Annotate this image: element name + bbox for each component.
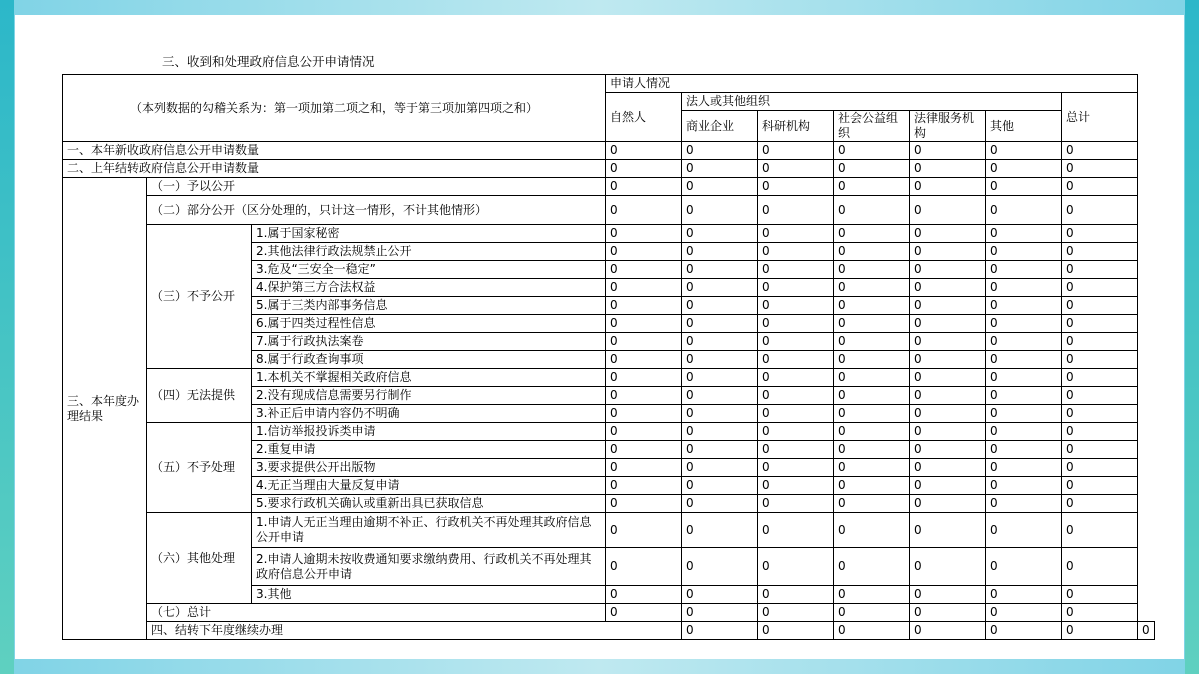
value-cell: 0 [910, 297, 986, 315]
item-label: 5.要求行政机关确认或重新出具已获取信息 [252, 495, 606, 513]
item-label: 3.其他 [252, 586, 606, 604]
row-label-next-year: 四、结转下年度继续办理 [147, 622, 682, 640]
value-cell: 0 [834, 243, 910, 261]
group-other-process: （六）其他处理 [147, 513, 252, 604]
value-cell: 0 [986, 178, 1062, 196]
value-cell: 0 [834, 604, 910, 622]
value-cell: 0 [986, 160, 1062, 178]
value-cell: 0 [758, 586, 834, 604]
value-cell: 0 [758, 142, 834, 160]
value-cell: 0 [606, 261, 682, 279]
value-cell: 0 [910, 622, 986, 640]
value-cell: 0 [834, 513, 910, 548]
value-cell: 0 [1062, 297, 1138, 315]
value-cell: 0 [1062, 351, 1138, 369]
header-business: 商业企业 [682, 111, 758, 142]
value-cell: 0 [1062, 622, 1138, 640]
value-cell: 0 [606, 297, 682, 315]
value-cell: 0 [606, 315, 682, 333]
value-cell: 0 [986, 333, 1062, 351]
value-cell: 0 [986, 243, 1062, 261]
value-cell: 0 [682, 459, 758, 477]
table-row [63, 196, 1155, 225]
value-cell: 0 [986, 622, 1062, 640]
value-cell: 0 [910, 142, 986, 160]
value-cell: 0 [986, 315, 1062, 333]
item-label: 1.申请人无正当理由逾期不补正、行政机关不再处理其政府信息公开申请 [252, 513, 606, 548]
value-cell: 0 [606, 178, 682, 196]
value-cell: 0 [758, 196, 834, 225]
value-cell: 0 [986, 423, 1062, 441]
value-cell: 0 [834, 315, 910, 333]
item-label: 2.重复申请 [252, 441, 606, 459]
value-cell: 0 [1062, 196, 1138, 225]
value-cell: 0 [682, 423, 758, 441]
value-cell: 0 [1062, 261, 1138, 279]
value-cell: 0 [682, 225, 758, 243]
header-public-welfare: 社会公益组织 [834, 111, 910, 142]
header-note: （本列数据的勾稽关系为：第一项加第二项之和，等于第三项加第四项之和） [63, 75, 606, 142]
value-cell: 0 [1062, 225, 1138, 243]
value-cell: 0 [758, 459, 834, 477]
value-cell: 0 [1062, 604, 1138, 622]
value-cell: 0 [834, 297, 910, 315]
value-cell: 0 [758, 261, 834, 279]
value-cell: 0 [758, 441, 834, 459]
right-border-decoration [1185, 0, 1199, 674]
table-row [63, 225, 1155, 243]
value-cell: 0 [986, 459, 1062, 477]
table-row [63, 513, 1155, 548]
row-label-partial: （二）部分公开（区分处理的，只计这一情形，不计其他情形） [147, 196, 606, 225]
value-cell: 0 [834, 441, 910, 459]
value-cell: 0 [910, 225, 986, 243]
value-cell: 0 [758, 243, 834, 261]
value-cell: 0 [834, 225, 910, 243]
row-label-disclose: （一）予以公开 [147, 178, 606, 196]
value-cell: 0 [910, 423, 986, 441]
value-cell: 0 [986, 387, 1062, 405]
value-cell: 0 [986, 405, 1062, 423]
value-cell: 0 [1062, 441, 1138, 459]
value-cell: 0 [1062, 423, 1138, 441]
item-label: 8.属于行政查询事项 [252, 351, 606, 369]
value-cell: 0 [1062, 548, 1138, 586]
value-cell: 0 [682, 586, 758, 604]
value-cell: 0 [606, 586, 682, 604]
header-research: 科研机构 [758, 111, 834, 142]
value-cell: 0 [910, 441, 986, 459]
row-label-carried: 二、上年结转政府信息公开申请数量 [63, 160, 606, 178]
value-cell: 0 [606, 548, 682, 586]
value-cell: 0 [1062, 477, 1138, 495]
item-label: 2.没有现成信息需要另行制作 [252, 387, 606, 405]
value-cell: 0 [758, 513, 834, 548]
header-applicant: 申请人情况 [606, 75, 1138, 93]
value-cell: 0 [606, 351, 682, 369]
value-cell: 0 [758, 622, 834, 640]
value-cell: 0 [834, 586, 910, 604]
value-cell: 0 [758, 315, 834, 333]
item-label: 4.无正当理由大量反复申请 [252, 477, 606, 495]
value-cell: 0 [682, 604, 758, 622]
value-cell: 0 [910, 315, 986, 333]
value-cell: 0 [758, 369, 834, 387]
value-cell: 0 [758, 387, 834, 405]
value-cell: 0 [834, 196, 910, 225]
item-label: 1.信访举报投诉类申请 [252, 423, 606, 441]
header-legal-service: 法律服务机构 [910, 111, 986, 142]
value-cell: 0 [606, 459, 682, 477]
value-cell: 0 [834, 261, 910, 279]
value-cell: 0 [910, 477, 986, 495]
value-cell: 0 [834, 279, 910, 297]
value-cell: 0 [910, 513, 986, 548]
value-cell: 0 [910, 405, 986, 423]
item-label: 6.属于四类过程性信息 [252, 315, 606, 333]
value-cell: 0 [834, 548, 910, 586]
value-cell: 0 [910, 369, 986, 387]
value-cell: 0 [682, 622, 758, 640]
value-cell: 0 [758, 351, 834, 369]
item-label: 2.其他法律行政法规禁止公开 [252, 243, 606, 261]
item-label: 7.属于行政执法案卷 [252, 333, 606, 351]
item-label: 2.申请人逾期未按收费通知要求缴纳费用、行政机关不再处理其政府信息公开申请 [252, 548, 606, 586]
value-cell: 0 [834, 351, 910, 369]
value-cell: 0 [1062, 495, 1138, 513]
value-cell: 0 [758, 160, 834, 178]
value-cell: 0 [910, 279, 986, 297]
value-cell: 0 [606, 441, 682, 459]
value-cell: 0 [834, 622, 910, 640]
group-unable: （四）无法提供 [147, 369, 252, 423]
value-cell: 0 [1062, 279, 1138, 297]
value-cell: 0 [834, 387, 910, 405]
value-cell: 0 [1062, 315, 1138, 333]
value-cell: 0 [1062, 459, 1138, 477]
header-other: 其他 [986, 111, 1062, 142]
value-cell: 0 [986, 513, 1062, 548]
value-cell: 0 [758, 279, 834, 297]
item-label: 3.补正后申请内容仍不明确 [252, 405, 606, 423]
item-label: 5.属于三类内部事务信息 [252, 297, 606, 315]
value-cell: 0 [682, 513, 758, 548]
value-cell: 0 [682, 333, 758, 351]
value-cell: 0 [834, 405, 910, 423]
value-cell: 0 [834, 160, 910, 178]
value-cell: 0 [986, 604, 1062, 622]
value-cell: 0 [606, 142, 682, 160]
value-cell: 0 [986, 477, 1062, 495]
table-row [63, 142, 1155, 160]
value-cell: 0 [986, 495, 1062, 513]
value-cell: 0 [606, 196, 682, 225]
value-cell: 0 [986, 441, 1062, 459]
value-cell: 0 [986, 586, 1062, 604]
table-row [63, 622, 1155, 640]
value-cell: 0 [606, 423, 682, 441]
value-cell: 0 [910, 261, 986, 279]
value-cell: 0 [682, 387, 758, 405]
row-label-result: 三、本年度办理结果 [63, 178, 147, 640]
section-heading: 三、收到和处理政府信息公开申请情况 [162, 54, 375, 69]
value-cell: 0 [834, 178, 910, 196]
value-cell: 0 [682, 142, 758, 160]
value-cell: 0 [910, 495, 986, 513]
table-row [63, 160, 1155, 178]
value-cell: 0 [986, 261, 1062, 279]
value-cell: 0 [682, 548, 758, 586]
table-row [63, 604, 1155, 622]
value-cell: 0 [682, 160, 758, 178]
value-cell: 0 [910, 333, 986, 351]
value-cell: 0 [1062, 586, 1138, 604]
value-cell: 0 [834, 369, 910, 387]
value-cell: 0 [682, 369, 758, 387]
value-cell: 0 [1062, 178, 1138, 196]
value-cell: 0 [910, 196, 986, 225]
item-label: 3.危及“三安全一稳定” [252, 261, 606, 279]
left-border-decoration [0, 0, 14, 674]
header-total: 总计 [1062, 93, 1138, 142]
value-cell: 0 [1062, 333, 1138, 351]
value-cell: 0 [682, 243, 758, 261]
table-row [63, 423, 1155, 441]
value-cell: 0 [758, 423, 834, 441]
value-cell: 0 [606, 369, 682, 387]
value-cell: 0 [682, 477, 758, 495]
value-cell: 0 [834, 459, 910, 477]
value-cell: 0 [606, 604, 682, 622]
value-cell: 0 [1062, 142, 1138, 160]
table-row [63, 178, 1155, 196]
value-cell: 0 [682, 261, 758, 279]
value-cell: 0 [758, 333, 834, 351]
value-cell: 0 [1138, 622, 1155, 640]
value-cell: 0 [1062, 160, 1138, 178]
value-cell: 0 [910, 160, 986, 178]
value-cell: 0 [606, 225, 682, 243]
value-cell: 0 [758, 548, 834, 586]
value-cell: 0 [606, 495, 682, 513]
value-cell: 0 [986, 279, 1062, 297]
value-cell: 0 [1062, 369, 1138, 387]
value-cell: 0 [986, 548, 1062, 586]
value-cell: 0 [1062, 243, 1138, 261]
value-cell: 0 [834, 477, 910, 495]
value-cell: 0 [682, 297, 758, 315]
row-label-new: 一、本年新收政府信息公开申请数量 [63, 142, 606, 160]
value-cell: 0 [758, 178, 834, 196]
value-cell: 0 [1062, 513, 1138, 548]
value-cell: 0 [606, 333, 682, 351]
value-cell: 0 [682, 178, 758, 196]
value-cell: 0 [1062, 387, 1138, 405]
value-cell: 0 [986, 351, 1062, 369]
value-cell: 0 [606, 243, 682, 261]
value-cell: 0 [758, 604, 834, 622]
value-cell: 0 [682, 315, 758, 333]
value-cell: 0 [910, 243, 986, 261]
value-cell: 0 [910, 351, 986, 369]
header-legal-org: 法人或其他组织 [682, 93, 1062, 111]
value-cell: 0 [606, 387, 682, 405]
value-cell: 0 [682, 196, 758, 225]
value-cell: 0 [986, 142, 1062, 160]
item-label: 1.本机关不掌握相关政府信息 [252, 369, 606, 387]
item-label: 1.属于国家秘密 [252, 225, 606, 243]
item-label: 3.要求提供公开出版物 [252, 459, 606, 477]
value-cell: 0 [682, 441, 758, 459]
value-cell: 0 [986, 369, 1062, 387]
value-cell: 0 [682, 495, 758, 513]
table-row [63, 369, 1155, 387]
value-cell: 0 [606, 279, 682, 297]
value-cell: 0 [758, 477, 834, 495]
value-cell: 0 [834, 495, 910, 513]
value-cell: 0 [682, 405, 758, 423]
value-cell: 0 [606, 405, 682, 423]
value-cell: 0 [986, 196, 1062, 225]
report-table [62, 74, 1155, 640]
row-label-total: （七）总计 [147, 604, 606, 622]
value-cell: 0 [606, 477, 682, 495]
value-cell: 0 [986, 225, 1062, 243]
value-cell: 0 [910, 387, 986, 405]
value-cell: 0 [758, 297, 834, 315]
value-cell: 0 [758, 225, 834, 243]
value-cell: 0 [758, 495, 834, 513]
group-not-disclose: （三）不予公开 [147, 225, 252, 369]
value-cell: 0 [910, 604, 986, 622]
value-cell: 0 [910, 548, 986, 586]
value-cell: 0 [834, 333, 910, 351]
value-cell: 0 [682, 351, 758, 369]
header-natural-person: 自然人 [606, 93, 682, 142]
value-cell: 0 [834, 423, 910, 441]
group-not-process: （五）不予处理 [147, 423, 252, 513]
value-cell: 0 [682, 279, 758, 297]
value-cell: 0 [606, 160, 682, 178]
value-cell: 0 [758, 405, 834, 423]
value-cell: 0 [910, 586, 986, 604]
item-label: 4.保护第三方合法权益 [252, 279, 606, 297]
value-cell: 0 [834, 142, 910, 160]
value-cell: 0 [1062, 405, 1138, 423]
value-cell: 0 [986, 297, 1062, 315]
value-cell: 0 [606, 513, 682, 548]
value-cell: 0 [910, 459, 986, 477]
value-cell: 0 [910, 178, 986, 196]
